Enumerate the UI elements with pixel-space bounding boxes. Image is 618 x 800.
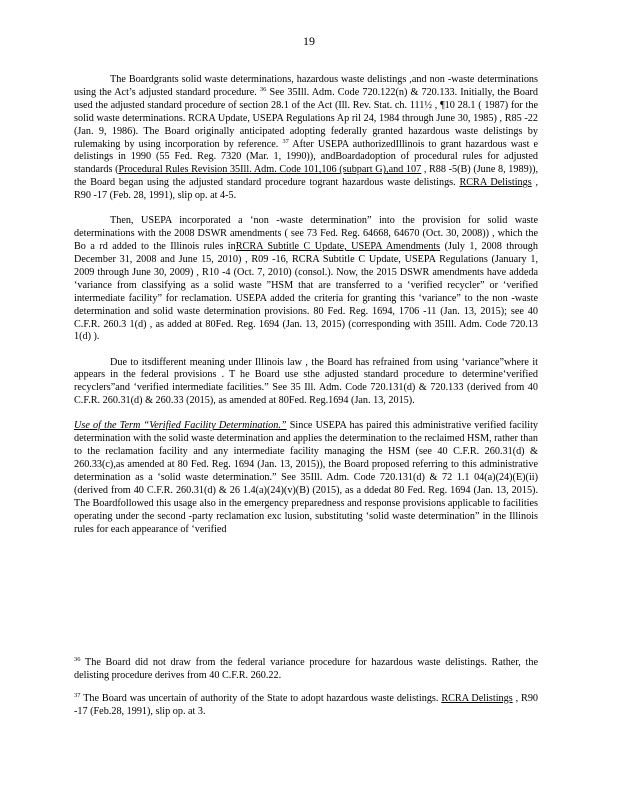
text-run: Since USEPA has paired this administrative verified facility determination with the solid waste determination and applies the determination to the reclaimed HSM, rather than to the reclamation facility and any intermediate facility managing the HSM (see 40 C.F.R. 260.31(d) & 260.33(c),as amended at 80 Fed. Reg. 1694 (Jan. 13, 2015)), the Board proposed referring to this administrative determination as a ‘solid waste determination.” See 35Ill. Adm. Code 720.131(d) & 72 1.1 04(a)(24)(E)(ii) (derived from 40 C.F.R. 260.31(d) & 26 1.4(a)(24)(v)(B) (2015), as a ddedat 80 Fed. Reg. 1694 (Jan. 13, 2015). The Boardfollowed this usage also in the emergency preparedness and response provisions applicable to facilities operating under the second -party reclamation exc lusion, substituting ‘solid waste determination” in the Illinois rules for each appearance of ‘verified xyxy=(74,420,538,535)
text-run: (July 1, 2008 through December 31, 2008 and June 15, 2010) , R09 -16, RCRA Subtitle C Update, USEPA Regulations (January 1, 2009 through June 30, 2009) , R10 -4 (Oct. 7, 2010) (consol.). Now, the 2015 DSWR amendments have addeda ‘variance from classifying as a solid waste ”HSM that are transferred to a ‘verified recycler” or ‘verified intermediate facility” for reclamation. USEPA added the criteria for granting this ‘variance” to the non -waste determination and solid waste determination provisions. 80 Fed. Reg. 1694, 1706 -11 (Jan. 13, 2015); see 40 C.F.R. 260.3 1(d) , as added at 80Fed. Reg. 1694 (Jan. 13, 2015) (corresponding with 35Ill. Adm. Code 720.13 1(d) ). xyxy=(74,241,538,343)
text-run: , R88 -5(B) (June 8, 1989)), the Board began using the adjusted standard procedure togrant hazardous waste delistings. xyxy=(74,164,539,189)
body-paragraph xyxy=(74,215,538,344)
text-run: Due to itsdifferent meaning under Illinois law , the Board has refrained from using ‘variance”where it appears in the federal provisions . T he Board use sthe adjusted standard procedure to determine‘verified recyclers”and ‘verified intermediate facilities.” See 35 Ill. Adm. Code 720.131(d) & 720.133 (derived from 40 C.F.R. 260.31(d) & 260.33 (2015), as amended at 80Fed. Reg.1694 (Jan. 13, 2015). xyxy=(74,356,538,407)
inline-heading: Use of the Term “Verified Facility Determination.” xyxy=(74,420,287,432)
text-run: , R90 -17 (Feb.28, 1991), slip op. at 3. xyxy=(74,692,539,717)
footnote-marker: 37 xyxy=(282,137,289,145)
text-run: After USEPA authorizedIllinois to grant hazardous wast e delistings in 1990 (55 Fed. Reg. 7320 (Mar. 1, 1990)), andBoardadoption of procedural rules for adjusted standards ( xyxy=(74,138,538,176)
text-run: The Board was uncertain of authority of the State to adopt hazardous waste delistings. xyxy=(80,692,442,704)
case-citation: RCRA Delistings xyxy=(441,692,513,704)
footnote-marker: 36 xyxy=(259,85,267,93)
body-text xyxy=(74,74,538,549)
text-run: , R90 -17 (Feb. 28, 1991), slip op. at 4-5. xyxy=(74,177,539,202)
body-paragraph xyxy=(74,420,538,536)
footnote-marker: 36 xyxy=(74,656,81,663)
text-run: The Board did not draw from the federal variance procedure for hazardous waste delistings. Rather, the delisting procedure derives from 40 C.F.R. 260.22. xyxy=(74,657,538,681)
body-paragraph xyxy=(74,74,538,203)
text-run: The Boardgrants solid waste determinations, hazardous waste delistings ,and non -waste determinations using the Act’s adjusted standard procedure. xyxy=(74,74,538,98)
footnote xyxy=(74,693,538,719)
footnote xyxy=(74,657,538,683)
text-run: See 35Ill. Adm. Code 720.122(n) & 720.133. Initially, the Board used the adjusted standard procedure of section 28.1 of the Act (Ill. Rev. Stat. ch. 111½ , ¶10 28.1 ( 1987) for the solid waste determinations. RCRA Update, USEPA Regulations Ap ril 24, 1984 through June 30, 1985) , R85 -22 (Jan. 9, 1986). The Board originally anticipated adopting federally granted hazardous waste delistings by rulemaking by using incorporation by reference. xyxy=(74,86,538,150)
body-paragraph xyxy=(74,357,538,409)
page-number: 19 xyxy=(303,34,315,48)
case-citation: RCRA Delistings xyxy=(459,177,532,189)
footnote-marker: 37 xyxy=(74,691,81,699)
case-citation: Procedural Rules Revision 35Ill. Adm. Code 101,106 (subpart G),and 107 xyxy=(118,164,422,176)
text-run: Then, USEPA incorporated a ‘non -waste determination” into the provision for solid waste determinations with the 2008 DSWR amendments ( see 73 Fed. Reg. 64668, 64670 (Oct. 30, 2008)) , which the Bo a rd added to the Illinois rules in xyxy=(74,215,538,253)
case-citation: RCRA Subtitle C Update, USEPA Amendments xyxy=(235,241,441,253)
footnotes xyxy=(74,657,538,729)
